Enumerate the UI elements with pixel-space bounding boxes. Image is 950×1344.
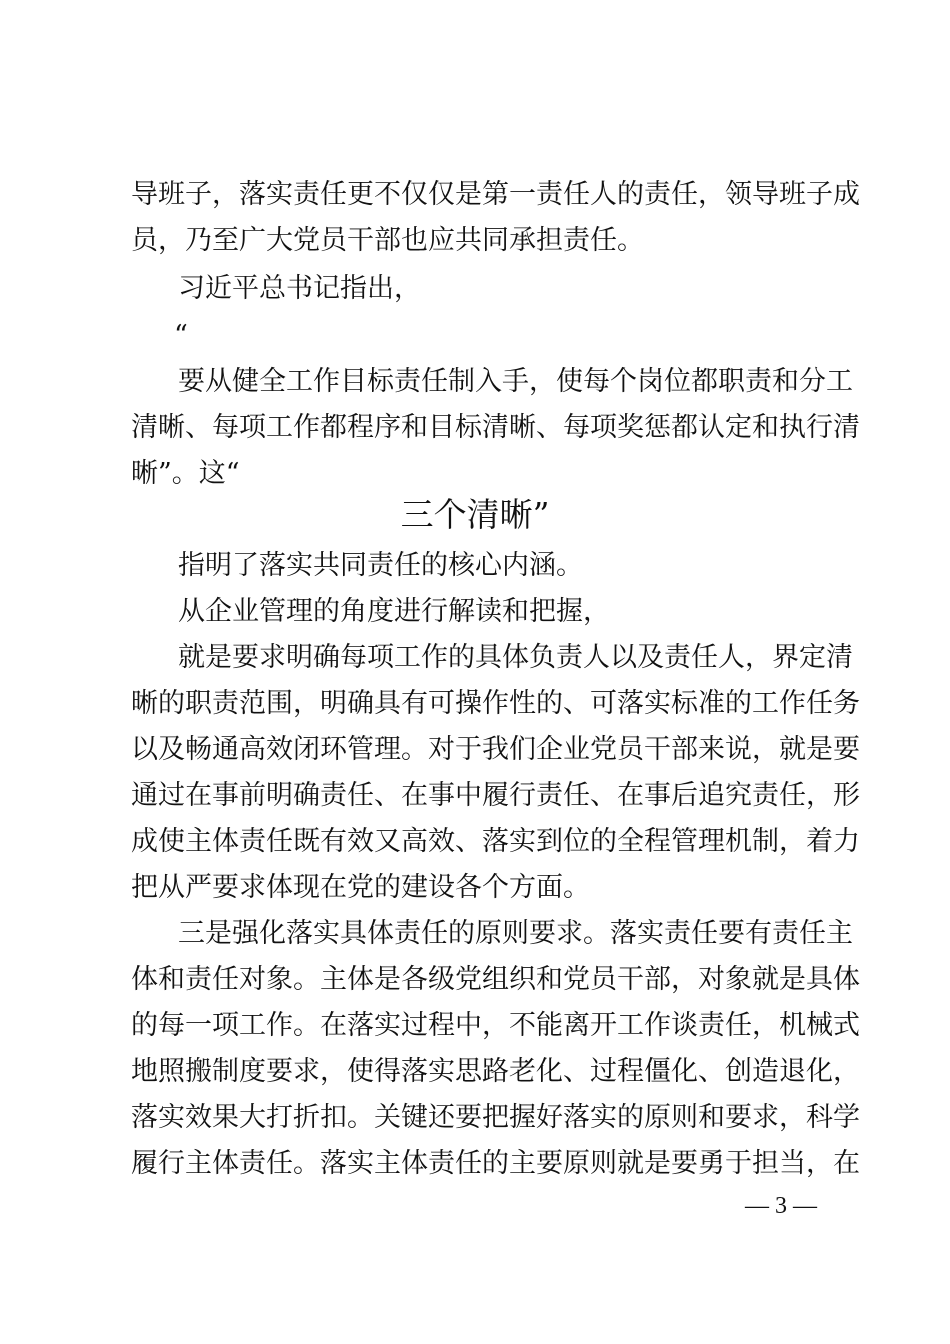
text-line-16: 把从严要求体现在党的建设各个方面。 (131, 872, 590, 903)
text-line-15: 成使主体责任既有效又高效、落实到位的全程管理机制，着力 (131, 826, 860, 857)
text-line-12: 晰的职责范围，明确具有可操作性的、可落实标准的工作任务 (131, 688, 860, 719)
text-line-7: 晰”。这“ (131, 458, 240, 489)
text-line-5: 要从健全工作目标责任制入手，使每个岗位都职责和分工 (178, 366, 853, 397)
text-line-14: 通过在事前明确责任、在事中履行责任、在事后追究责任，形 (131, 780, 860, 811)
text-line-20: 地照搬制度要求，使得落实思路老化、过程僵化、创造退化， (131, 1056, 860, 1087)
page-number: — 3 — (745, 1193, 817, 1219)
text-line-3: 习近平总书记指出， (178, 273, 421, 304)
text-line-6: 清晰、每项工作都程序和目标清晰、每项奖惩都认定和执行清 (131, 412, 860, 443)
text-line-22: 履行主体责任。落实主体责任的主要原则就是要勇于担当，在 (131, 1148, 860, 1179)
quote-open-mark: “ (174, 320, 188, 351)
text-line-18: 体和责任对象。主体是各级党组织和党员干部，对象就是具体 (131, 964, 860, 995)
text-line-1: 导班子，落实责任更不仅仅是第一责任人的责任，领导班子成 (131, 179, 860, 210)
text-line-17: 三是强化落实具体责任的原则要求。落实责任要有责任主 (178, 918, 853, 949)
text-line-19: 的每一项工作。在落实过程中，不能离开工作谈责任，机械式 (131, 1010, 860, 1041)
text-line-10: 从企业管理的角度进行解读和把握， (178, 596, 610, 627)
text-line-13: 以及畅通高效闭环管理。对于我们企业党员干部来说，就是要 (131, 734, 860, 765)
text-line-21: 落实效果大打折扣。关键还要把握好落实的原则和要求，科学 (131, 1102, 860, 1133)
text-line-11: 就是要求明确每项工作的具体负责人以及责任人，界定清 (178, 642, 853, 673)
section-heading: 三个清晰” (400, 495, 550, 534)
text-line-9: 指明了落实共同责任的核心内涵。 (178, 550, 583, 581)
text-line-2: 员，乃至广大党员干部也应共同承担责任。 (131, 225, 644, 256)
